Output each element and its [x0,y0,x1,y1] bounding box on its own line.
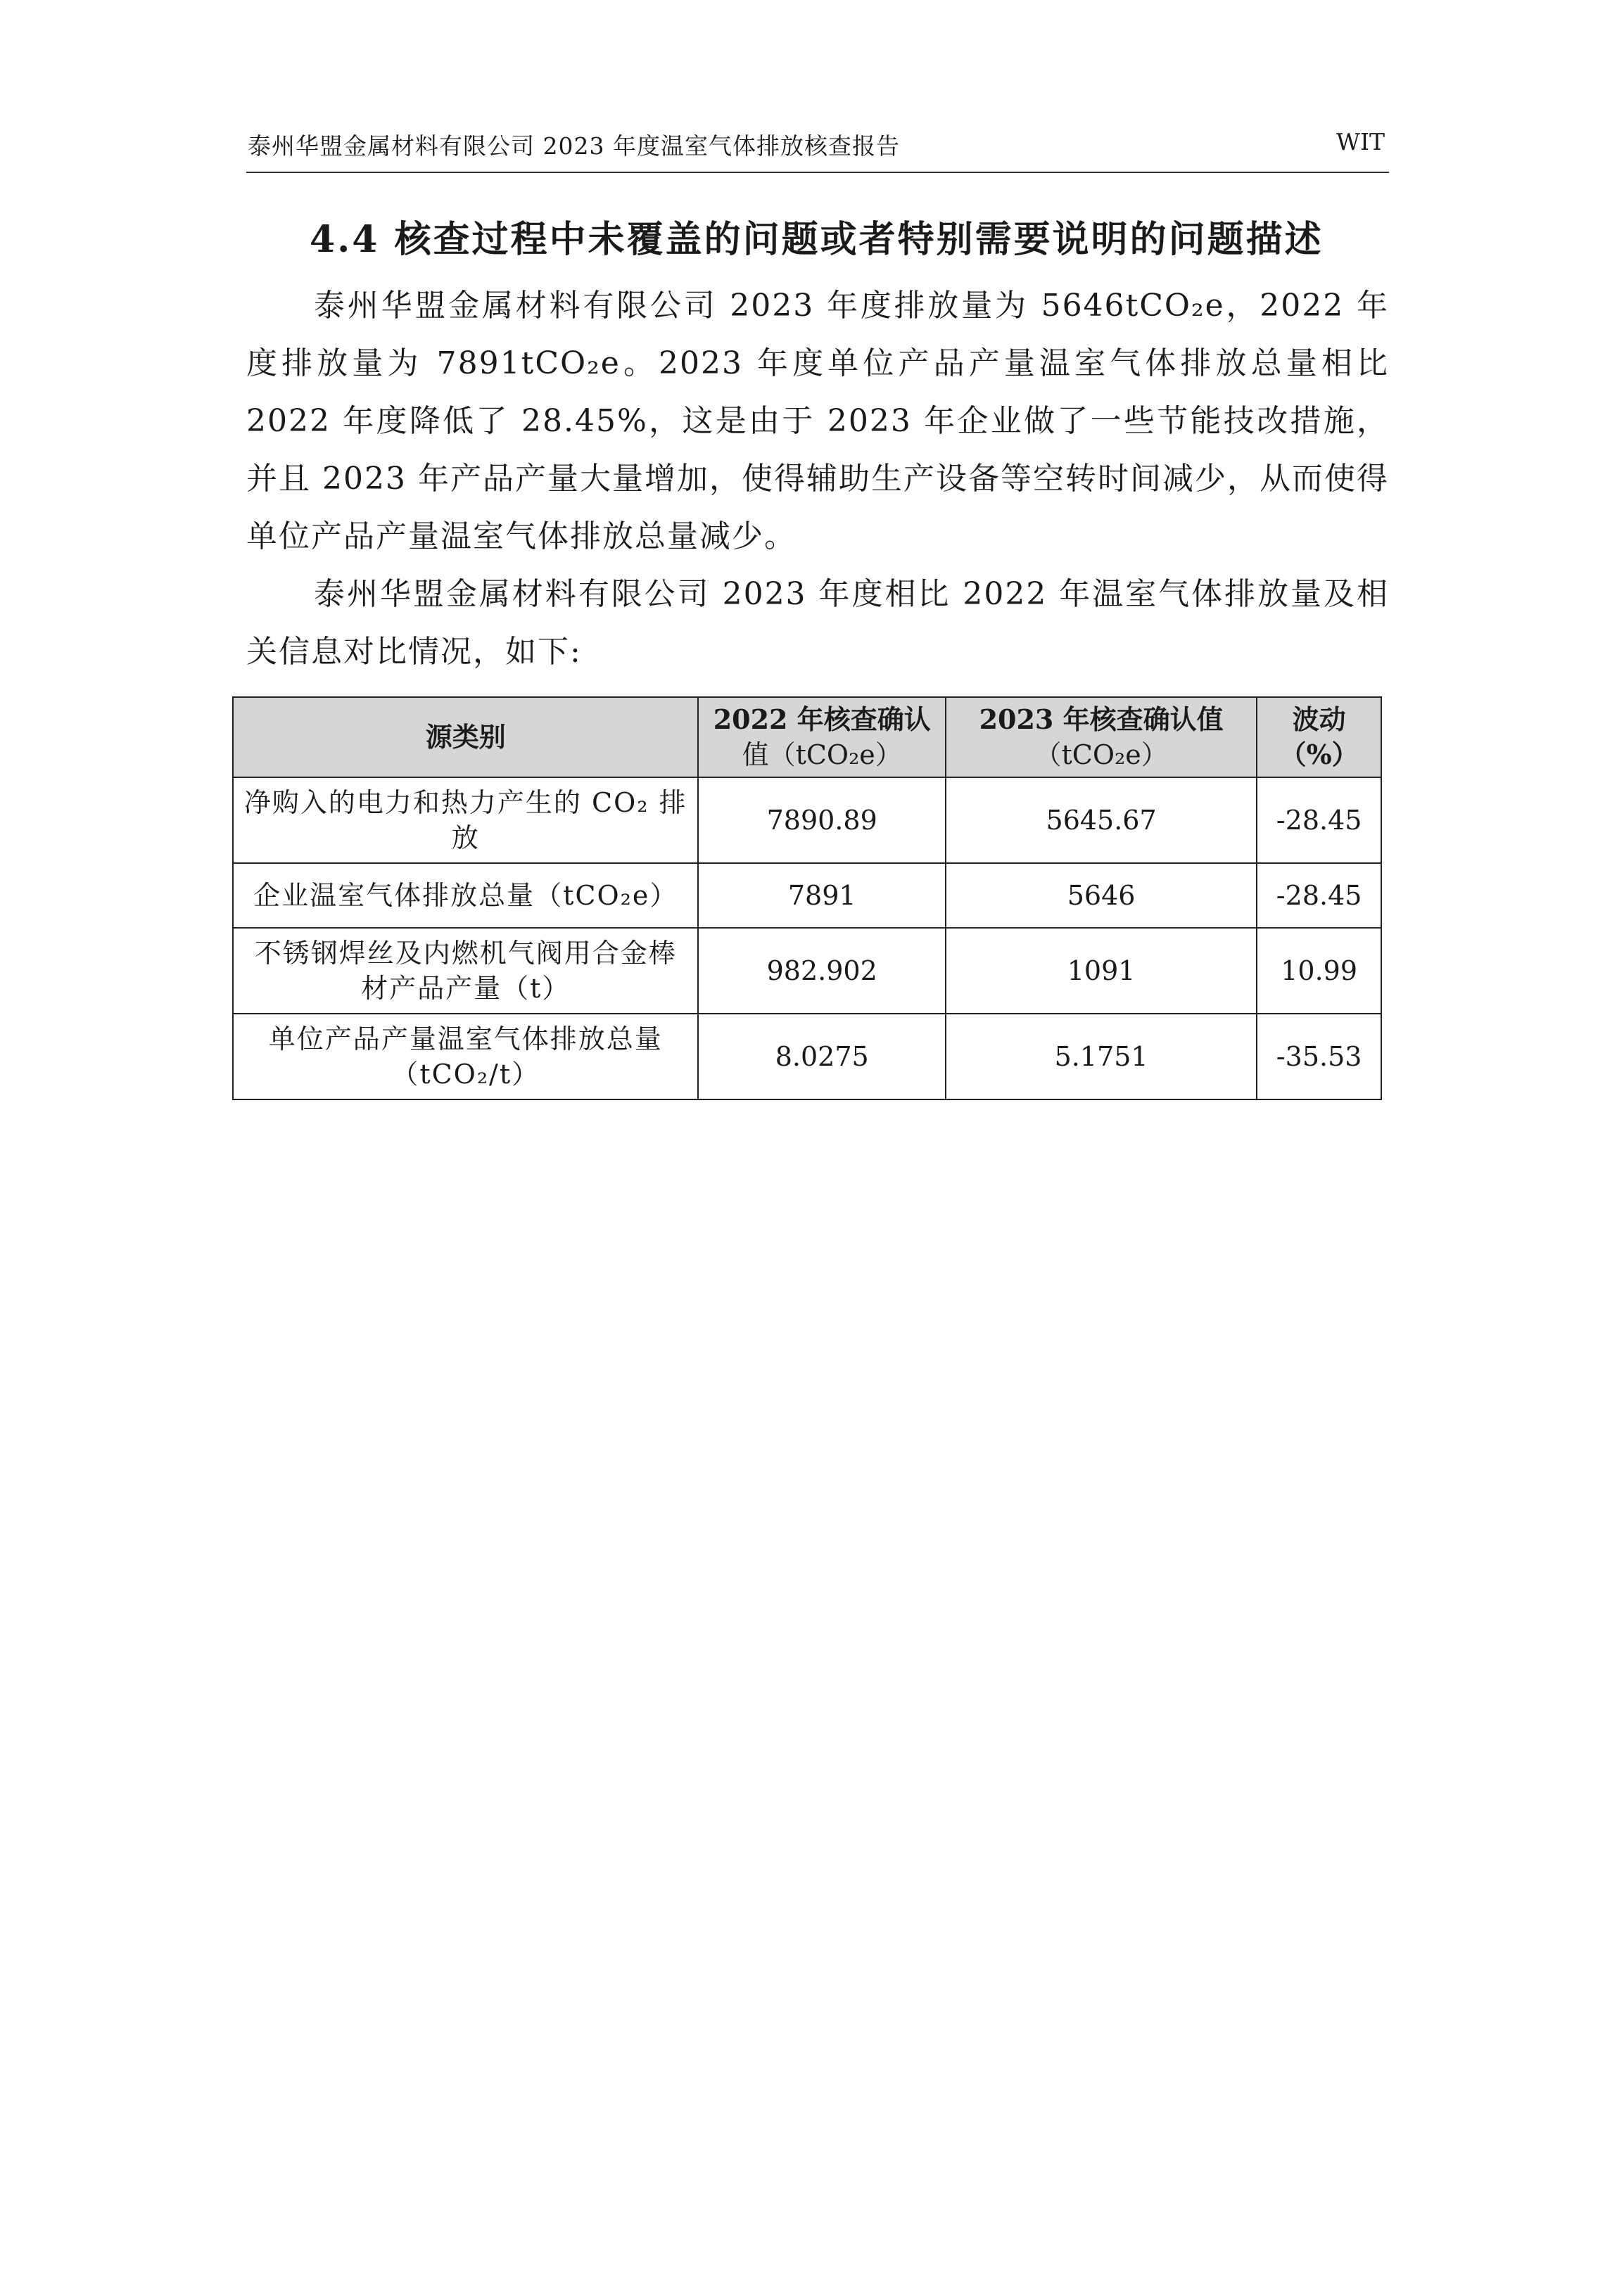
paragraph-comparison-intro: 泰州华盟金属材料有限公司 2023 年度相比 2022 年温室气体排放量及相关信息对比情况，如下: [246,576,1389,670]
row-value-2023: 5.1751 [946,1014,1257,1099]
header-2023-line2: （tCO₂e） [1034,739,1168,770]
row-source: 不锈钢焊丝及内燃机气阀用合金棒材产品产量（t） [233,928,698,1014]
header-2022-line1: 2022 年核查确认 [713,703,931,735]
header-title: 泰州华盟金属材料有限公司 2023 年度温室气体排放核查报告 [248,132,900,160]
table-row [233,863,1381,928]
comparison-table [232,696,1382,1100]
row-change: -35.53 [1257,1014,1381,1099]
row-value-2023: 5645.67 [946,777,1257,863]
row-value-2022: 982.902 [698,928,945,1014]
header-2023-line1: 2023 年核查确认值 [979,703,1224,735]
row-value-2023: 5646 [946,863,1257,928]
table-row [233,777,1381,863]
table-row [233,928,1381,1014]
row-source: 单位产品产量温室气体排放总量（tCO₂/t） [233,1014,698,1099]
table-row [233,1014,1381,1099]
header-change [1257,697,1381,777]
header-change-line2: （%） [1279,739,1359,770]
row-change: 10.99 [1257,928,1381,1014]
header-2023 [946,697,1257,777]
page-header [246,120,1389,173]
header-source: 源类别 [233,697,698,777]
row-change: -28.45 [1257,777,1381,863]
row-value-2023: 1091 [946,928,1257,1014]
row-source: 企业温室气体排放总量（tCO₂e） [233,863,698,928]
header-change-line1: 波动 [1292,703,1346,735]
header-2022 [698,697,945,777]
header-mark: WIT [1336,128,1385,155]
row-value-2022: 7891 [698,863,945,928]
row-change: -28.45 [1257,863,1381,928]
header-2022-line2: 值（tCO₂e） [742,739,902,770]
row-value-2022: 7890.89 [698,777,945,863]
row-value-2022: 8.0275 [698,1014,945,1099]
table-header-row [233,697,1381,777]
paragraph-emissions-summary: 泰州华盟金属材料有限公司 2023 年度排放量为 5646tCO₂e，2022 年度排放量为 7891tCO₂e。2023 年度单位产品产量温室气体排放总量相比 2022 年度降低了 28.45%，这是由于 2023 年企业做了一些节能技改措施，并且 2023 年产品产量大量增加，使得辅助生产设备等空转时间减少，从而使得单位产品产量温室气体排放总量减少。 [246,288,1389,554]
section-title: 4.4 核查过程中未覆盖的问题或者特别需要说明的问题描述 [310,218,1324,261]
row-source: 净购入的电力和热力产生的 CO₂ 排放 [233,777,698,863]
